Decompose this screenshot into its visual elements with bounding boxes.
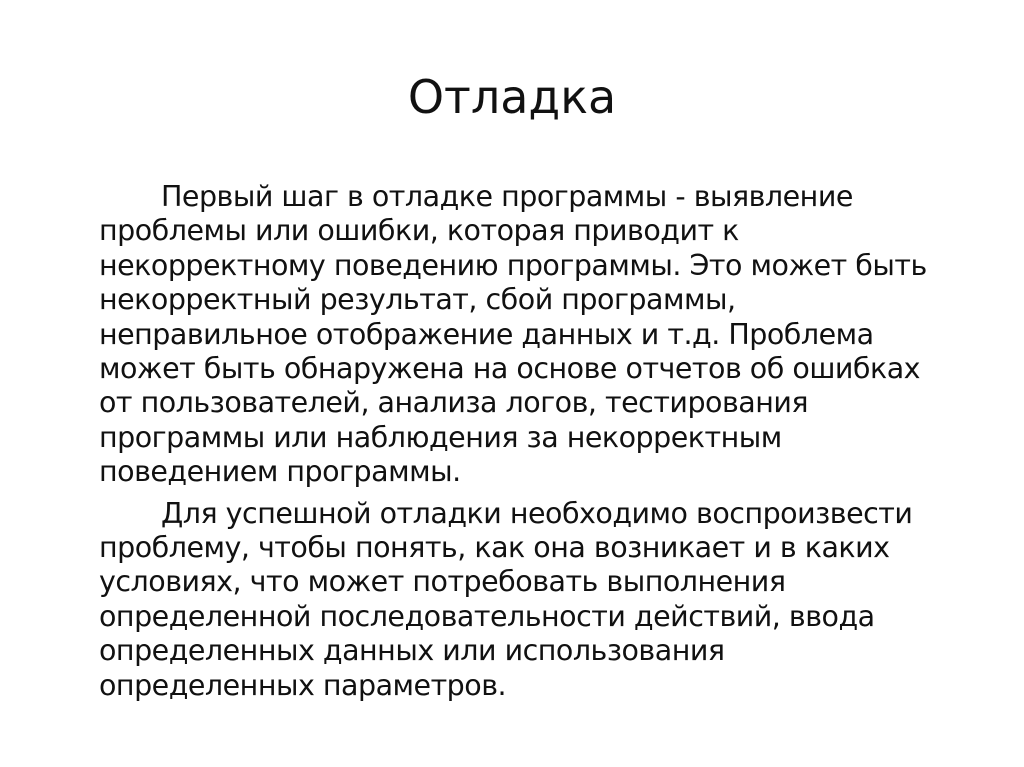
paragraph-line: от пользователей, анализа логов, тестирования [99,386,809,420]
paragraph-line: определенных данных или использования [99,634,725,668]
paragraph-line: Для успешной отладки необходимо воспроизвести [161,496,913,530]
paragraph-line: условиях, что может потребовать выполнения [99,565,786,599]
paragraph-line: поведением программы. [99,455,461,489]
paragraph-problem-identification [99,180,969,490]
slide-title: Отладка [407,70,617,124]
paragraph-reproduction [99,497,969,703]
slide-body [99,180,969,703]
paragraph-line: проблему, чтобы понять, как она возникает и в каких [99,531,890,565]
paragraph-line: определенной последовательности действий, ввода [99,599,875,633]
paragraph-line: некорректный результат, сбой программы, [99,283,736,317]
paragraph-line: некорректному поведению программы. Это может быть [99,248,927,282]
paragraph-line: определенных параметров. [99,668,507,702]
paragraph-line: проблемы или ошибки, которая приводит к [99,214,739,248]
paragraph-line: Первый шаг в отладке программы - выявление [161,180,853,213]
paragraph-line: неправильное отображение данных и т.д. Проблема [99,317,874,351]
paragraph-line: программы или наблюдения за некорректным [99,420,782,454]
paragraph-line: может быть обнаружена на основе отчетов об ошибках [99,352,921,386]
